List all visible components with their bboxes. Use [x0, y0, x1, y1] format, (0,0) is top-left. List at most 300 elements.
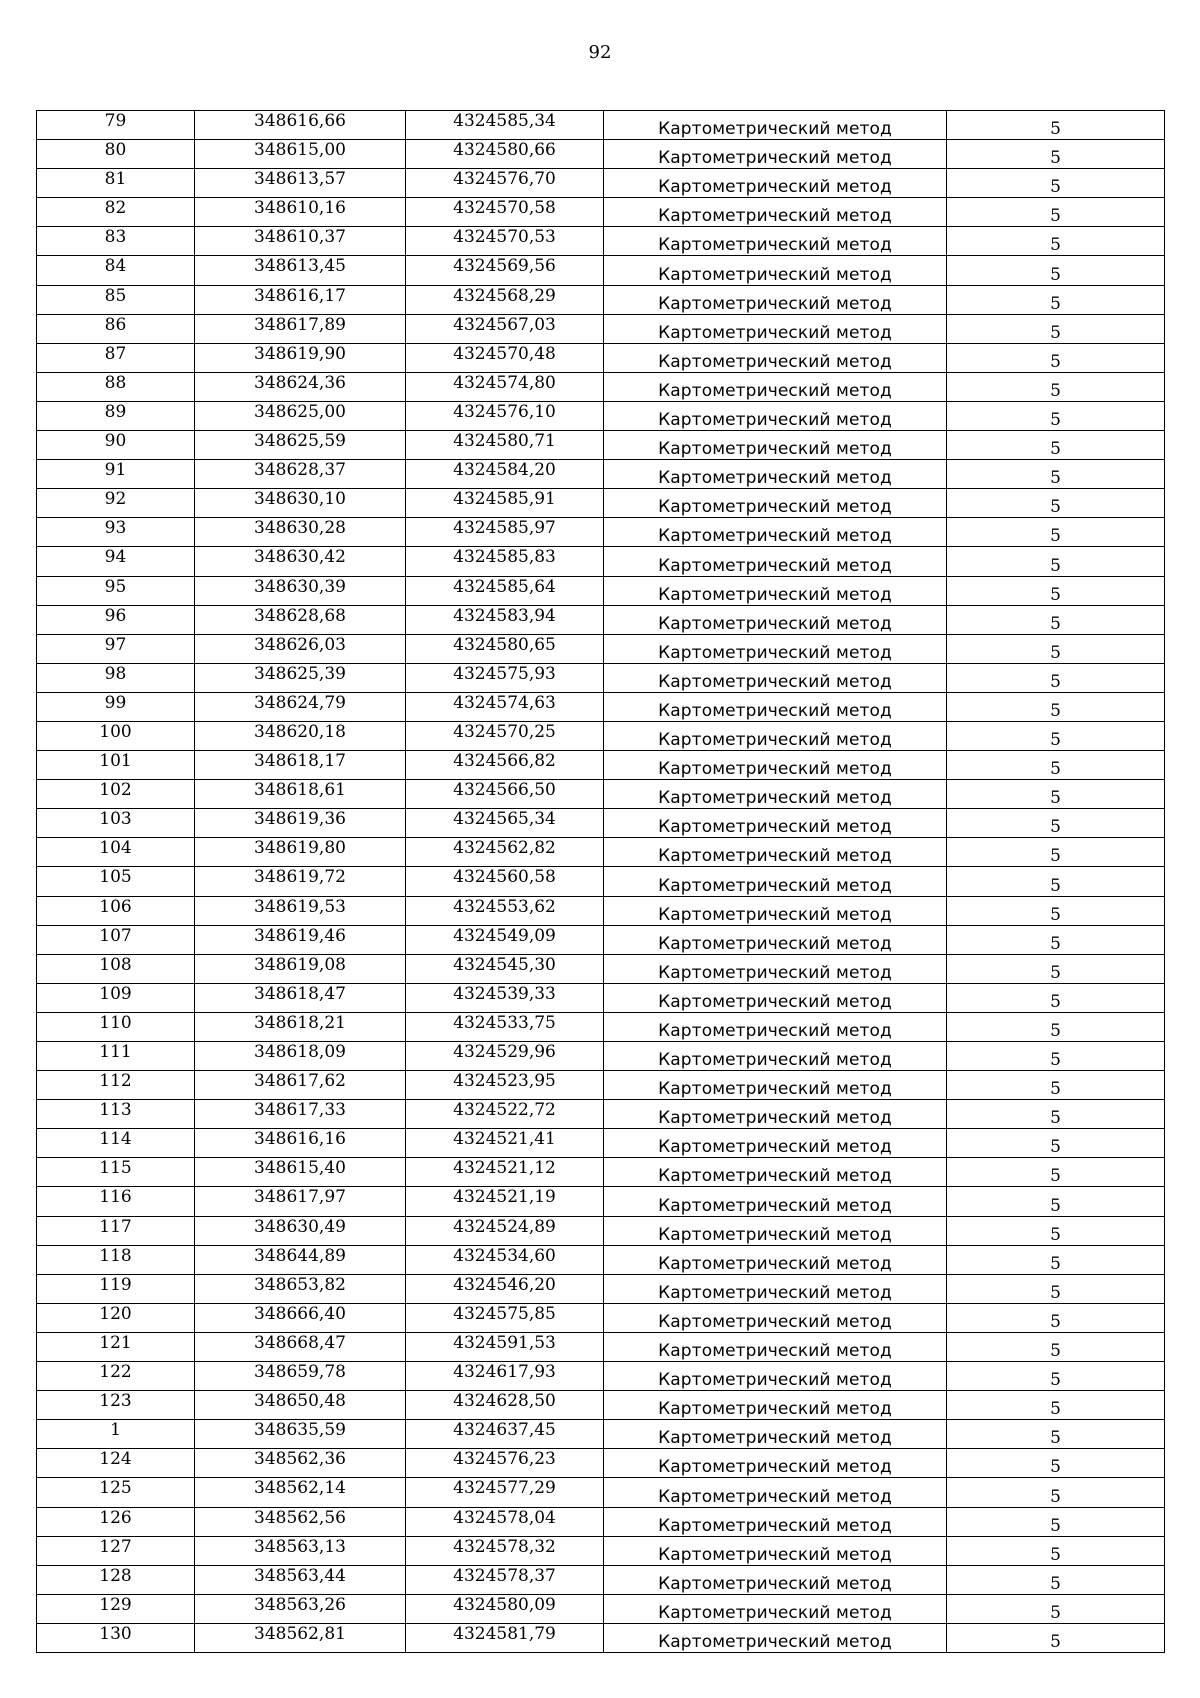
table-row — [37, 1245, 1165, 1274]
accuracy-cell: 5 — [947, 372, 1165, 401]
method-cell: Картометрический метод — [604, 1071, 947, 1100]
x-coordinate-cell: 348613,45 — [195, 256, 406, 285]
method-cell: Картометрический метод — [604, 1100, 947, 1129]
table-row — [37, 1332, 1165, 1361]
y-coordinate-cell: 4324566,50 — [406, 780, 604, 809]
method-cell: Картометрический метод — [604, 460, 947, 489]
accuracy-cell: 5 — [947, 547, 1165, 576]
x-coordinate-cell: 348620,18 — [195, 721, 406, 750]
method-cell: Картометрический метод — [604, 809, 947, 838]
point-number-cell: 84 — [37, 256, 195, 285]
accuracy-cell: 5 — [947, 1245, 1165, 1274]
method-cell: Картометрический метод — [604, 1042, 947, 1071]
x-coordinate-cell: 348628,37 — [195, 460, 406, 489]
accuracy-cell: 5 — [947, 1449, 1165, 1478]
accuracy-cell: 5 — [947, 256, 1165, 285]
table-row — [37, 896, 1165, 925]
table-row — [37, 518, 1165, 547]
table-row — [37, 1362, 1165, 1391]
y-coordinate-cell: 4324570,25 — [406, 721, 604, 750]
method-cell: Картометрический метод — [604, 576, 947, 605]
table-row — [37, 169, 1165, 198]
table-row — [37, 867, 1165, 896]
point-number-cell: 120 — [37, 1303, 195, 1332]
y-coordinate-cell: 4324578,37 — [406, 1565, 604, 1594]
point-number-cell: 130 — [37, 1623, 195, 1652]
table-row — [37, 692, 1165, 721]
method-cell: Картометрический метод — [604, 431, 947, 460]
table-row — [37, 1623, 1165, 1652]
point-number-cell: 109 — [37, 983, 195, 1012]
point-number-cell: 126 — [37, 1507, 195, 1536]
y-coordinate-cell: 4324539,33 — [406, 983, 604, 1012]
table-row — [37, 1507, 1165, 1536]
point-number-cell: 107 — [37, 925, 195, 954]
method-cell: Картометрический метод — [604, 867, 947, 896]
method-cell: Картометрический метод — [604, 1478, 947, 1507]
accuracy-cell: 5 — [947, 954, 1165, 983]
accuracy-cell: 5 — [947, 285, 1165, 314]
x-coordinate-cell: 348626,03 — [195, 634, 406, 663]
table-row — [37, 1216, 1165, 1245]
y-coordinate-cell: 4324583,94 — [406, 605, 604, 634]
y-coordinate-cell: 4324546,20 — [406, 1274, 604, 1303]
x-coordinate-cell: 348562,81 — [195, 1623, 406, 1652]
y-coordinate-cell: 4324529,96 — [406, 1042, 604, 1071]
accuracy-cell: 5 — [947, 1536, 1165, 1565]
table-row — [37, 460, 1165, 489]
x-coordinate-cell: 348562,36 — [195, 1449, 406, 1478]
method-cell: Картометрический метод — [604, 140, 947, 169]
y-coordinate-cell: 4324576,10 — [406, 401, 604, 430]
point-number-cell: 86 — [37, 314, 195, 343]
y-coordinate-cell: 4324637,45 — [406, 1420, 604, 1449]
accuracy-cell: 5 — [947, 721, 1165, 750]
point-number-cell: 100 — [37, 721, 195, 750]
table-row — [37, 1594, 1165, 1623]
y-coordinate-cell: 4324585,83 — [406, 547, 604, 576]
method-cell: Картометрический метод — [604, 111, 947, 140]
point-number-cell: 104 — [37, 838, 195, 867]
table-row — [37, 954, 1165, 983]
y-coordinate-cell: 4324617,93 — [406, 1362, 604, 1391]
point-number-cell: 111 — [37, 1042, 195, 1071]
coordinates-table — [36, 110, 1165, 1653]
method-cell: Картометрический метод — [604, 1216, 947, 1245]
point-number-cell: 1 — [37, 1420, 195, 1449]
point-number-cell: 98 — [37, 663, 195, 692]
x-coordinate-cell: 348613,57 — [195, 169, 406, 198]
table-row — [37, 1071, 1165, 1100]
y-coordinate-cell: 4324524,89 — [406, 1216, 604, 1245]
table-row — [37, 751, 1165, 780]
point-number-cell: 91 — [37, 460, 195, 489]
method-cell: Картометрический метод — [604, 751, 947, 780]
accuracy-cell: 5 — [947, 867, 1165, 896]
x-coordinate-cell: 348635,59 — [195, 1420, 406, 1449]
accuracy-cell: 5 — [947, 1478, 1165, 1507]
accuracy-cell: 5 — [947, 809, 1165, 838]
method-cell: Картометрический метод — [604, 518, 947, 547]
method-cell: Картометрический метод — [604, 721, 947, 750]
point-number-cell: 79 — [37, 111, 195, 140]
point-number-cell: 83 — [37, 227, 195, 256]
point-number-cell: 108 — [37, 954, 195, 983]
point-number-cell: 128 — [37, 1565, 195, 1594]
table-row — [37, 1303, 1165, 1332]
x-coordinate-cell: 348618,47 — [195, 983, 406, 1012]
y-coordinate-cell: 4324567,03 — [406, 314, 604, 343]
method-cell: Картометрический метод — [604, 1391, 947, 1420]
method-cell: Картометрический метод — [604, 983, 947, 1012]
point-number-cell: 116 — [37, 1187, 195, 1216]
point-number-cell: 82 — [37, 198, 195, 227]
accuracy-cell: 5 — [947, 1303, 1165, 1332]
x-coordinate-cell: 348650,48 — [195, 1391, 406, 1420]
y-coordinate-cell: 4324591,53 — [406, 1332, 604, 1361]
y-coordinate-cell: 4324578,04 — [406, 1507, 604, 1536]
x-coordinate-cell: 348618,21 — [195, 1012, 406, 1041]
accuracy-cell: 5 — [947, 1362, 1165, 1391]
x-coordinate-cell: 348619,72 — [195, 867, 406, 896]
method-cell: Картометрический метод — [604, 780, 947, 809]
method-cell: Картометрический метод — [604, 692, 947, 721]
x-coordinate-cell: 348562,14 — [195, 1478, 406, 1507]
table-row — [37, 198, 1165, 227]
point-number-cell: 127 — [37, 1536, 195, 1565]
x-coordinate-cell: 348619,08 — [195, 954, 406, 983]
y-coordinate-cell: 4324576,23 — [406, 1449, 604, 1478]
y-coordinate-cell: 4324534,60 — [406, 1245, 604, 1274]
method-cell: Картометрический метод — [604, 1594, 947, 1623]
table-row — [37, 227, 1165, 256]
y-coordinate-cell: 4324570,48 — [406, 343, 604, 372]
method-cell: Картометрический метод — [604, 1158, 947, 1187]
table-row — [37, 1565, 1165, 1594]
accuracy-cell: 5 — [947, 518, 1165, 547]
accuracy-cell: 5 — [947, 1187, 1165, 1216]
accuracy-cell: 5 — [947, 1216, 1165, 1245]
accuracy-cell: 5 — [947, 1507, 1165, 1536]
x-coordinate-cell: 348619,53 — [195, 896, 406, 925]
point-number-cell: 99 — [37, 692, 195, 721]
x-coordinate-cell: 348619,90 — [195, 343, 406, 372]
table-row — [37, 605, 1165, 634]
table-row — [37, 1042, 1165, 1071]
y-coordinate-cell: 4324580,09 — [406, 1594, 604, 1623]
x-coordinate-cell: 348563,44 — [195, 1565, 406, 1594]
table-row — [37, 809, 1165, 838]
method-cell: Картометрический метод — [604, 925, 947, 954]
accuracy-cell: 5 — [947, 1012, 1165, 1041]
x-coordinate-cell: 348624,79 — [195, 692, 406, 721]
point-number-cell: 85 — [37, 285, 195, 314]
table-row — [37, 925, 1165, 954]
y-coordinate-cell: 4324575,93 — [406, 663, 604, 692]
x-coordinate-cell: 348617,97 — [195, 1187, 406, 1216]
accuracy-cell: 5 — [947, 431, 1165, 460]
x-coordinate-cell: 348628,68 — [195, 605, 406, 634]
x-coordinate-cell: 348625,00 — [195, 401, 406, 430]
y-coordinate-cell: 4324585,34 — [406, 111, 604, 140]
x-coordinate-cell: 348644,89 — [195, 1245, 406, 1274]
x-coordinate-cell: 348659,78 — [195, 1362, 406, 1391]
point-number-cell: 81 — [37, 169, 195, 198]
point-number-cell: 95 — [37, 576, 195, 605]
method-cell: Картометрический метод — [604, 1623, 947, 1652]
method-cell: Картометрический метод — [604, 838, 947, 867]
table-row — [37, 1449, 1165, 1478]
y-coordinate-cell: 4324580,66 — [406, 140, 604, 169]
y-coordinate-cell: 4324580,65 — [406, 634, 604, 663]
y-coordinate-cell: 4324569,56 — [406, 256, 604, 285]
table-row — [37, 838, 1165, 867]
point-number-cell: 93 — [37, 518, 195, 547]
method-cell: Картометрический метод — [604, 1565, 947, 1594]
y-coordinate-cell: 4324521,41 — [406, 1129, 604, 1158]
x-coordinate-cell: 348630,39 — [195, 576, 406, 605]
method-cell: Картометрический метод — [604, 1187, 947, 1216]
accuracy-cell: 5 — [947, 896, 1165, 925]
x-coordinate-cell: 348563,13 — [195, 1536, 406, 1565]
y-coordinate-cell: 4324523,95 — [406, 1071, 604, 1100]
point-number-cell: 103 — [37, 809, 195, 838]
accuracy-cell: 5 — [947, 1274, 1165, 1303]
method-cell: Картометрический метод — [604, 1129, 947, 1158]
y-coordinate-cell: 4324585,64 — [406, 576, 604, 605]
y-coordinate-cell: 4324585,91 — [406, 489, 604, 518]
y-coordinate-cell: 4324533,75 — [406, 1012, 604, 1041]
y-coordinate-cell: 4324628,50 — [406, 1391, 604, 1420]
table-row — [37, 1536, 1165, 1565]
x-coordinate-cell: 348619,36 — [195, 809, 406, 838]
accuracy-cell: 5 — [947, 1594, 1165, 1623]
page-number: 92 — [588, 42, 612, 63]
point-number-cell: 89 — [37, 401, 195, 430]
y-coordinate-cell: 4324574,80 — [406, 372, 604, 401]
point-number-cell: 118 — [37, 1245, 195, 1274]
table-row — [37, 1012, 1165, 1041]
y-coordinate-cell: 4324521,12 — [406, 1158, 604, 1187]
x-coordinate-cell: 348619,46 — [195, 925, 406, 954]
y-coordinate-cell: 4324562,82 — [406, 838, 604, 867]
x-coordinate-cell: 348563,26 — [195, 1594, 406, 1623]
y-coordinate-cell: 4324568,29 — [406, 285, 604, 314]
x-coordinate-cell: 348625,39 — [195, 663, 406, 692]
method-cell: Картометрический метод — [604, 1012, 947, 1041]
accuracy-cell: 5 — [947, 751, 1165, 780]
x-coordinate-cell: 348616,17 — [195, 285, 406, 314]
accuracy-cell: 5 — [947, 1129, 1165, 1158]
method-cell: Картометрический метод — [604, 1245, 947, 1274]
table-row — [37, 663, 1165, 692]
table-row — [37, 431, 1165, 460]
x-coordinate-cell: 348610,37 — [195, 227, 406, 256]
point-number-cell: 96 — [37, 605, 195, 634]
table-row — [37, 1391, 1165, 1420]
accuracy-cell: 5 — [947, 1042, 1165, 1071]
table-row — [37, 343, 1165, 372]
table-row — [37, 721, 1165, 750]
x-coordinate-cell: 348624,36 — [195, 372, 406, 401]
point-number-cell: 117 — [37, 1216, 195, 1245]
table-row — [37, 547, 1165, 576]
x-coordinate-cell: 348618,61 — [195, 780, 406, 809]
method-cell: Картометрический метод — [604, 198, 947, 227]
accuracy-cell: 5 — [947, 576, 1165, 605]
accuracy-cell: 5 — [947, 1332, 1165, 1361]
method-cell: Картометрический метод — [604, 954, 947, 983]
method-cell: Картометрический метод — [604, 896, 947, 925]
accuracy-cell: 5 — [947, 780, 1165, 809]
point-number-cell: 122 — [37, 1362, 195, 1391]
point-number-cell: 129 — [37, 1594, 195, 1623]
point-number-cell: 92 — [37, 489, 195, 518]
point-number-cell: 80 — [37, 140, 195, 169]
accuracy-cell: 5 — [947, 1420, 1165, 1449]
table-row — [37, 256, 1165, 285]
x-coordinate-cell: 348617,62 — [195, 1071, 406, 1100]
point-number-cell: 114 — [37, 1129, 195, 1158]
y-coordinate-cell: 4324566,82 — [406, 751, 604, 780]
y-coordinate-cell: 4324574,63 — [406, 692, 604, 721]
x-coordinate-cell: 348618,17 — [195, 751, 406, 780]
y-coordinate-cell: 4324545,30 — [406, 954, 604, 983]
table-row — [37, 1274, 1165, 1303]
point-number-cell: 110 — [37, 1012, 195, 1041]
x-coordinate-cell: 348630,42 — [195, 547, 406, 576]
accuracy-cell: 5 — [947, 1391, 1165, 1420]
accuracy-cell: 5 — [947, 198, 1165, 227]
accuracy-cell: 5 — [947, 1071, 1165, 1100]
accuracy-cell: 5 — [947, 1623, 1165, 1652]
x-coordinate-cell: 348616,16 — [195, 1129, 406, 1158]
x-coordinate-cell: 348617,33 — [195, 1100, 406, 1129]
point-number-cell: 102 — [37, 780, 195, 809]
point-number-cell: 106 — [37, 896, 195, 925]
method-cell: Картометрический метод — [604, 1449, 947, 1478]
table-row — [37, 140, 1165, 169]
x-coordinate-cell: 348562,56 — [195, 1507, 406, 1536]
x-coordinate-cell: 348668,47 — [195, 1332, 406, 1361]
table-row — [37, 1187, 1165, 1216]
y-coordinate-cell: 4324585,97 — [406, 518, 604, 547]
accuracy-cell: 5 — [947, 1158, 1165, 1187]
method-cell: Картометрический метод — [604, 663, 947, 692]
table-row — [37, 983, 1165, 1012]
method-cell: Картометрический метод — [604, 1362, 947, 1391]
accuracy-cell: 5 — [947, 343, 1165, 372]
y-coordinate-cell: 4324584,20 — [406, 460, 604, 489]
table-row — [37, 1420, 1165, 1449]
accuracy-cell: 5 — [947, 634, 1165, 663]
x-coordinate-cell: 348615,40 — [195, 1158, 406, 1187]
table-row — [37, 1100, 1165, 1129]
method-cell: Картометрический метод — [604, 1274, 947, 1303]
point-number-cell: 105 — [37, 867, 195, 896]
x-coordinate-cell: 348630,10 — [195, 489, 406, 518]
point-number-cell: 90 — [37, 431, 195, 460]
y-coordinate-cell: 4324565,34 — [406, 809, 604, 838]
table-row — [37, 576, 1165, 605]
x-coordinate-cell: 348616,66 — [195, 111, 406, 140]
point-number-cell: 124 — [37, 1449, 195, 1478]
accuracy-cell: 5 — [947, 140, 1165, 169]
table-row — [37, 285, 1165, 314]
point-number-cell: 113 — [37, 1100, 195, 1129]
accuracy-cell: 5 — [947, 111, 1165, 140]
x-coordinate-cell: 348630,28 — [195, 518, 406, 547]
table-row — [37, 1158, 1165, 1187]
accuracy-cell: 5 — [947, 489, 1165, 518]
accuracy-cell: 5 — [947, 169, 1165, 198]
method-cell: Картометрический метод — [604, 256, 947, 285]
y-coordinate-cell: 4324553,62 — [406, 896, 604, 925]
method-cell: Картометрический метод — [604, 489, 947, 518]
x-coordinate-cell: 348619,80 — [195, 838, 406, 867]
x-coordinate-cell: 348617,89 — [195, 314, 406, 343]
accuracy-cell: 5 — [947, 692, 1165, 721]
x-coordinate-cell: 348666,40 — [195, 1303, 406, 1332]
accuracy-cell: 5 — [947, 838, 1165, 867]
y-coordinate-cell: 4324521,19 — [406, 1187, 604, 1216]
method-cell: Картометрический метод — [604, 372, 947, 401]
accuracy-cell: 5 — [947, 925, 1165, 954]
method-cell: Картометрический метод — [604, 1536, 947, 1565]
point-number-cell: 97 — [37, 634, 195, 663]
accuracy-cell: 5 — [947, 663, 1165, 692]
method-cell: Картометрический метод — [604, 1420, 947, 1449]
x-coordinate-cell: 348630,49 — [195, 1216, 406, 1245]
table-row — [37, 111, 1165, 140]
point-number-cell: 101 — [37, 751, 195, 780]
y-coordinate-cell: 4324580,71 — [406, 431, 604, 460]
coordinates-table-body — [37, 111, 1165, 1653]
point-number-cell: 88 — [37, 372, 195, 401]
y-coordinate-cell: 4324570,53 — [406, 227, 604, 256]
point-number-cell: 121 — [37, 1332, 195, 1361]
table-row — [37, 1478, 1165, 1507]
point-number-cell: 115 — [37, 1158, 195, 1187]
point-number-cell: 94 — [37, 547, 195, 576]
method-cell: Картометрический метод — [604, 634, 947, 663]
y-coordinate-cell: 4324570,58 — [406, 198, 604, 227]
method-cell: Картометрический метод — [604, 1332, 947, 1361]
method-cell: Картометрический метод — [604, 1507, 947, 1536]
y-coordinate-cell: 4324577,29 — [406, 1478, 604, 1507]
x-coordinate-cell: 348615,00 — [195, 140, 406, 169]
table-row — [37, 780, 1165, 809]
accuracy-cell: 5 — [947, 1565, 1165, 1594]
x-coordinate-cell: 348610,16 — [195, 198, 406, 227]
x-coordinate-cell: 348618,09 — [195, 1042, 406, 1071]
method-cell: Картометрический метод — [604, 227, 947, 256]
method-cell: Картометрический метод — [604, 1303, 947, 1332]
x-coordinate-cell: 348653,82 — [195, 1274, 406, 1303]
y-coordinate-cell: 4324560,58 — [406, 867, 604, 896]
y-coordinate-cell: 4324575,85 — [406, 1303, 604, 1332]
y-coordinate-cell: 4324581,79 — [406, 1623, 604, 1652]
table-row — [37, 401, 1165, 430]
accuracy-cell: 5 — [947, 227, 1165, 256]
accuracy-cell: 5 — [947, 314, 1165, 343]
table-row — [37, 489, 1165, 518]
point-number-cell: 123 — [37, 1391, 195, 1420]
y-coordinate-cell: 4324576,70 — [406, 169, 604, 198]
point-number-cell: 112 — [37, 1071, 195, 1100]
method-cell: Картометрический метод — [604, 605, 947, 634]
accuracy-cell: 5 — [947, 605, 1165, 634]
